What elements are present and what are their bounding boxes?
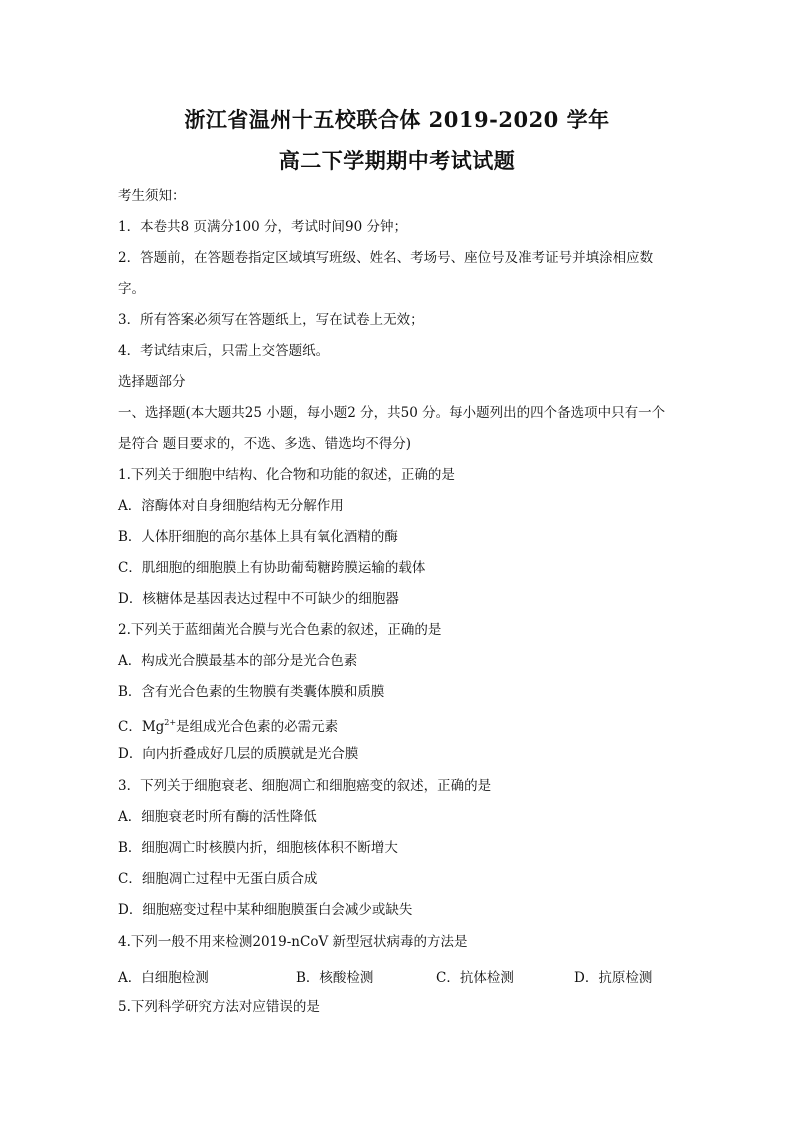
question-1-option-d: D．核糖体是基因表达过程中不可缺少的细胞器 bbox=[118, 591, 399, 607]
question-3-option-b: B．细胞凋亡时核膜内折，细胞核体积不断增大 bbox=[118, 840, 398, 856]
question-1-option-c: C．肌细胞的细胞膜上有协助葡萄糖跨膜运输的载体 bbox=[118, 560, 426, 576]
question-2-option-c bbox=[118, 714, 688, 736]
question-4-stem: 4.下列一般不用来检测2019-nCoV 新型冠状病毒的方法是 bbox=[118, 934, 468, 950]
question-5-stem: 5.下列科学研究方法对应错误的是 bbox=[118, 999, 320, 1015]
exam-subtitle: 高二下学期期中考试试题 bbox=[278, 148, 516, 173]
ion-charge-superscript: 2+ bbox=[164, 718, 177, 727]
question-2-option-a: A．构成光合膜最基本的部分是光合色素 bbox=[118, 653, 358, 669]
question-2-stem: 2.下列关于蓝细菌光合膜与光合色素的叙述，正确的是 bbox=[118, 622, 442, 638]
question-3-option-d: D．细胞癌变过程中某种细胞膜蛋白会减少或缺失 bbox=[118, 902, 413, 918]
question-2-option-b: B．含有光合色素的生物膜有类囊体膜和质膜 bbox=[118, 684, 385, 700]
section-instructions: 是符合 题目要求的，不选、多选、错选均不得分) bbox=[118, 436, 412, 452]
option-c-suffix: 是组成光合色素的必需元素 bbox=[176, 719, 339, 735]
question-1-stem: 1.下列关于细胞中结构、化合物和功能的叙述，正确的是 bbox=[118, 467, 455, 483]
notice-item: 3．所有答案必须写在答题纸上，写在试卷上无效； bbox=[118, 312, 424, 328]
notice-heading: 考生须知： bbox=[118, 188, 186, 204]
question-4-option-c: C．抗体检测 bbox=[436, 970, 514, 986]
question-4-options bbox=[118, 966, 688, 984]
notice-item: 4．考试结束后，只需上交答题纸。 bbox=[118, 343, 330, 359]
question-1-option-b: B．人体肝细胞的高尔基体上具有氧化酒精的酶 bbox=[118, 529, 398, 545]
exam-title: 浙江省温州十五校联合体 2019-2020 学年 bbox=[184, 107, 610, 132]
section-instructions: 一、选择题(本大题共25 小题，每小题2 分，共50 分。每小题列出的四个备选项中只有一个 bbox=[118, 405, 666, 421]
question-3-option-c: C．细胞凋亡过程中无蛋白质合成 bbox=[118, 871, 318, 887]
notice-item: 1．本卷共8 页满分100 分，考试时间90 分钟； bbox=[118, 219, 407, 235]
notice-item: 字。 bbox=[118, 281, 145, 297]
question-4-option-a: A．白细胞检测 bbox=[118, 970, 209, 986]
question-1-option-a: A．溶酶体对自身细胞结构无分解作用 bbox=[118, 498, 344, 514]
question-3-option-a: A．细胞衰老时所有酶的活性降低 bbox=[118, 809, 317, 825]
notice-item: 2．答题前，在答题卷指定区域填写班级、姓名、考场号、座位号及准考证号并填涂相应数 bbox=[118, 250, 654, 266]
question-3-stem: 3．下列关于细胞衰老、细胞凋亡和细胞癌变的叙述，正确的是 bbox=[118, 778, 492, 794]
section-part-label: 选择题部分 bbox=[118, 374, 186, 390]
question-2-option-d: D．向内折叠成好几层的质膜就是光合膜 bbox=[118, 746, 359, 762]
question-4-option-d: D．抗原检测 bbox=[574, 970, 653, 986]
question-4-option-b: B．核酸检测 bbox=[296, 970, 374, 986]
option-c-prefix: C．Mg bbox=[118, 719, 165, 735]
